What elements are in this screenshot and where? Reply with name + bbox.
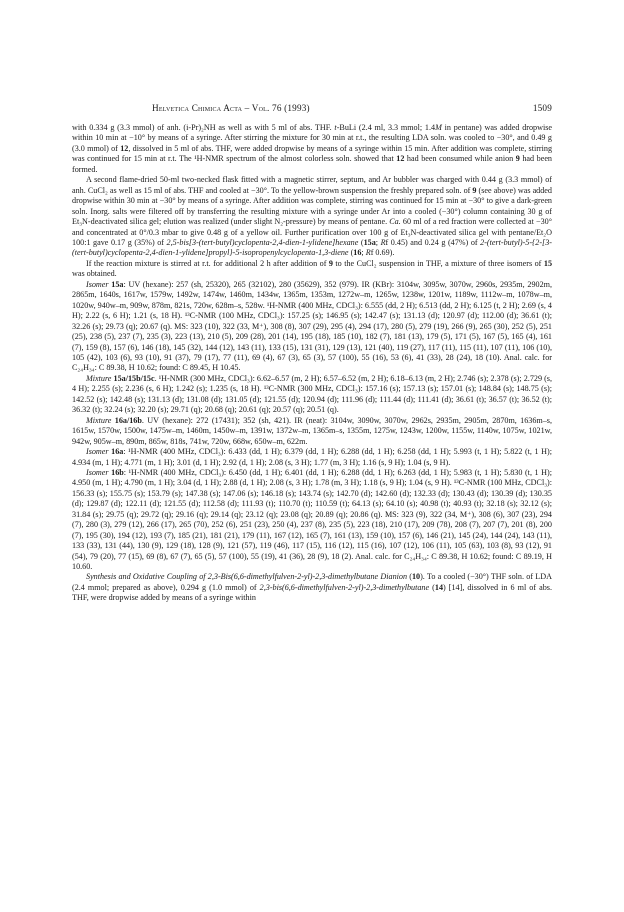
text-run: A second flame-dried 50-ml two-necked flask fitted with a magnetic stirrer, septum, and Ar bubbler was charged with 0.44 g (3.3 mmol) of anh. CuCl₂ as well as 15 ml of abs. THF and cooled at −30°. To the yellow-brown suspension the freshly prepared soln. of xyxy=(72,175,552,195)
text-run: 9 xyxy=(328,258,333,268)
running-header xyxy=(72,103,552,117)
text-run: with 0.334 g (3.3 mmol) of anh. (i-Pr)₂NH as well as with 5 ml of abs. THF. xyxy=(72,123,335,132)
page-number: 1509 xyxy=(532,103,552,113)
text-run: . UV (hexane): 272 (17431); 352 (sh, 421). IR (neat): 3104w, 3090w, 3070w, 2962s, 2935m, 2905m, 2870m, 1636m–s, 1615w, 1570w, 1500w, 1475w–m, 1460m, 1450w–m, 1391w, 1372w–m, 1365m–s, 1355m, 1275w, 1243w, 1200w, 1155w, 1140w, 1075w, 1021w, 942w, 905w–m, 890m, 865w, 818s, 741w, 720w, 668w, 650w–m, 622m. xyxy=(72,415,553,446)
text-run: 2,5-bis[3-(tert-butyl)cyclopenta-2,4-dien-1-ylidene]hexane xyxy=(166,237,359,247)
text-run: 60 ml of a red fraction were collected at −30° and concentrated at 0°/0.3 mbar to give 0.48 g of a yellow oil. Further purification over 100 g of Et₃N-deactivated silica gel with pentane/Et₂O 100:1 gave 0.17 g (35%) of xyxy=(72,217,552,247)
text-run: f 0.69). xyxy=(370,248,395,258)
paragraph xyxy=(72,123,552,175)
text-run: , dissolved in 5 ml of abs. THF, were added dropwise by means of a syringe within 15 min. After addition was complete, stirring was continued for 15 min at r.t. The ¹H-NMR spectrum of the almost colorless soln. showed that xyxy=(72,143,553,164)
text-run: in pentane) was added dropwise within 10 min at −10° by means of a syringe. After stirring the mixture for 30 min at r.t., the resulting LDA soln. was cooled to −30°, and 0.49 g (3.0 mmol) of xyxy=(72,123,552,153)
text-run: : UV (hexane): 257 (sh, 25320), 265 (32102), 280 (35629), 352 (979). IR (KBr): 3104w, 3095w, 3070w, 2960s, 2935m, 2902m, 2865m, 1640s, 1617w, 1579w, 1492w, 1474w, 1460m, 1434w, 1365m, 1353m, 1272w–m, 1265w, 1238w, 1201w, 1189w, 1112w–m, 1078w–m, 1020w, 940w–m, 909w, 878m, 821s, 720w, 628m–s, 528w. ¹H-NMR (400 MHz, CDCl₃): 6.555 (dd, 2 H); 6.513 (dd, 2 H); 6.125 (t, 2 H); 2.69 (s, 4 H); 2.22 (s, 6 H); 1.21 (s, 18 H). ¹³C-NMR (100 MHz, CDCl₃): 157.25 (s); 146.95 (s); 142.47 (s); 131.13 (d); 120.97 (d); 112.00 (d); 36.61 (t); 32.26 (s); 29.73 (q); 20.67 (q). MS: 323 (10), 322 (33, M⁺), 308 (8), 307 (29), 295 (4), 294 (17), 280 (5), 279 (19), 266 (9), 265 (30), 252 (5), 251 (25), 238 (5), 237 (7), 235 (3), 223 (13), 210 (5), 209 (28), 201 (14), 195 (18), 185 (10), 182 (7), 181 (13), 179 (5), 171 (5), 167 (5), 165 (4), 161 (7), 159 (8), 157 (6), 146 (18), 145 (32), 144 (12), 143 (11), 133 (15), 131 (31), 129 (13), 121 (40), 119 (27), 117 (11), 115 (11), 107 (11), 106 (10), 105 (42), 103 (6), 93 (10), 91 (37), 79 (17), 77 (11), 69 (4), 67 (3), 65 (3), 57 (100), 55 (16), 53 (6), 41 (33), 28 (24), 18 (10). Anal. calc. for C₂₄H₃₄: C 89.38, H 10.62; found: C 89.45, H 10.45. xyxy=(72,279,552,373)
text-run: -BuLi (2.4 ml, 3.3 mmol; 1.4 xyxy=(336,123,436,132)
paragraph xyxy=(72,416,552,447)
text-run: ( xyxy=(429,582,435,592)
text-run: 15 xyxy=(543,258,552,268)
text-run: 16 xyxy=(353,248,362,258)
paragraph xyxy=(72,572,552,603)
paragraph xyxy=(72,374,552,416)
text-run: ). To a cooled (−30°) THF soln. of LDA (2.4 mmol; prepared as above), 0.294 g (1.0 mmol) of xyxy=(72,572,552,592)
paragraph xyxy=(72,259,552,280)
text-run: Mixture xyxy=(86,415,115,425)
text-run: ; xyxy=(361,248,366,258)
text-run: 12 xyxy=(396,154,405,164)
text-run: 9 xyxy=(515,154,520,164)
text-run: ; xyxy=(375,237,381,247)
text-run: (see above) was added dropwise within 30 min at −30° by means of a syringe. After addition was complete, stirring was continued for 15 min at −30° to give a dark-green soln. Inorg. salts were filtered off by transferring the resulting mixture with a syringe under Ar into a cooled (−30°) column containing 30 g of Et₃N-deactivated silica gel; elution was realized (under slight N₂-pressure) by means of pentane. xyxy=(72,185,552,227)
text-run: Mixture xyxy=(86,373,114,383)
text-run: 16a xyxy=(111,447,124,457)
text-run: to the CuCl₂ suspension in THF, a mixture of three isomers of xyxy=(332,258,544,268)
text-run: : ¹H-NMR (400 MHz, CDCl₃): 6.433 (dd, 1 H); 6.379 (dd, 1 H); 6.288 (dd, 1 H); 6.258 (dd, 1 H); 5.993 (t, 1 H); 5.822 (t, 1 H); 4.934 (m, 1 H); 4.771 (m, 1 H); 3.01 (d, 1 H); 2.92 (d, 1 H); 2.08 (s, 3 H); 1.77 (m, 3 H); 1.16 (s, 9 H); 1.04 (s, 9 H). xyxy=(72,447,552,467)
text-run: 2-(tert-butyl)-5-{2-[3-(tert-butyl)cyclopenta-2,4-dien-1-ylidene]propyl}-5-isopropenylcyclopenta-1,3-diene xyxy=(72,237,552,258)
text-run: Synthesis and Oxidative Coupling of 2,3-Bis(6,6-dimethylfulven-2-yl)-2,3-dimethylbutane Dianion xyxy=(86,572,408,582)
text-run: 10 xyxy=(411,572,421,582)
text-run: ( xyxy=(348,248,354,258)
paragraph xyxy=(72,447,552,468)
text-run: Isomer xyxy=(86,447,112,457)
text-run: Isomer xyxy=(86,467,112,477)
text-run: Ca. xyxy=(389,217,401,227)
text-run: 12 xyxy=(120,143,129,153)
text-run: 15a xyxy=(363,237,376,247)
paragraph xyxy=(72,468,552,573)
text-run: If the reaction mixture is stirred at r.t. for additional 2 h after addition of xyxy=(86,258,329,268)
text-run: . ¹H-NMR (300 MHz, CDCl₃): 6.62–6.57 (m, 2 H); 6.57–6.52 (m, 2 H); 6.18–6.13 (m, 2 H); 2.746 (s); 2.378 (s); 2.729 (s, 4 H); 2.255 (s); 2.236 (s, 6 H); 1.242 (s); 1.235 (s, 18 H). ¹³C-NMR (300 MHz, CDCl₃): 157.16 (s); 157.13 (s); 157.01 (s); 148.84 (s); 148.75 (s); 142.52 (s); 142.48 (s); 131.13 (d); 131.08 (d); 131.05 (d); 121.55 (d); 120.94 (d); 111.96 (d); 111.44 (d); 111.41 (d); 36.61 (t); 36.57 (t); 36.52 (t); 36.32 (t); 32.24 (s); 32.20 (s); 29.71 (q); 20.68 (q); 20.61 (q); 20.57 (q); 20.51 (q). xyxy=(72,373,552,415)
text-run: was obtained. xyxy=(72,269,117,279)
text-run: 16a/16b xyxy=(114,415,142,425)
text-run: ) [14], dissolved in 6 ml of abs. THF, were dropwise added by means of a syringe within xyxy=(72,582,552,603)
text-run: had been consumed while anion xyxy=(404,154,516,164)
text-run: R xyxy=(380,237,386,247)
text-run: 15a xyxy=(111,279,124,289)
text-run: f 0.45) and 0.24 g (47%) of xyxy=(385,237,481,247)
paragraph xyxy=(72,280,552,374)
text-run: ( xyxy=(358,237,364,247)
text-run: 15a/15b/15c xyxy=(113,373,155,383)
text-run: M xyxy=(435,123,442,132)
text-run: : ¹H-NMR (400 MHz, CDCl₃): 6.450 (dd, 1 H); 6.401 (dd, 1 H); 6.288 (dd, 1 H); 6.263 (dd, 1 H); 5.983 (t, 1 H); 5.830 (t, 1 H); 4.950 (m, 1 H); 4.790 (m, 1 H); 3.04 (d, 1 H); 2.88 (d, 1 H); 2.08 (s, 3 H); 1.78 (m, 3 H); 1.18 (s, 9 H); 1.04 (s, 9 H). ¹³C-NMR (100 MHz, CDCl₃): 156.33 (s); 155.75 (s); 153.79 (s); 147.38 (s); 147.06 (s); 146.18 (s); 143.74 (s); 142.70 (d); 142.60 (d); 132.33 (d); 130.43 (d); 130.39 (d); 130.35 (d); 129.87 (d); 122.11 (d); 121.55 (d); 112.58 (d); 111.93 (t); 110.70 (t); 110.59 (t); 64.13 (s); 64.10 (s); 40.98 (t); 40.93 (t); 32.18 (s); 32.12 (s); 31.84 (s); 29.75 (q); 29.72 (q); 29.16 (q); 29.14 (q); 23.12 (q); 23.08 (q); 20.89 (q); 20.86 (q). MS: 323 (9), 322 (34, M⁺), 308 (6), 307 (23), 294 (7), 280 (3), 279 (12), 266 (17), 265 (70), 252 (6), 251 (23), 250 (4), 237 (8), 235 (5), 223 (18), 210 (17), 209 (78), 208 (7), 207 (7), 201 (8), 200 (7), 195 (30), 194 (12), 193 (7), 185 (21), 181 (21), 179 (11), 167 (12), 165 (7), 161 (13), 159 (10), 157 (6), 146 (21), 145 (24), 144 (24), 143 (11), 133 (33), 131 (44), 130 (9), 129 (18), 128 (9), 121 (57), 119 (46), 117 (15), 116 (12), 115 (16), 107 (12), 106 (11), 105 (63), 103 (8), 93 (12), 91 (54), 79 (20), 77 (15), 69 (8), 67 (7), 65 (5), 57 (100), 55 (19), 41 (36), 28 (9), 18 (2). Anal. calc. for C₂₄H₃₄: C 89.38, H 10.62; found: C 89.19, H 10.60. xyxy=(72,467,552,572)
text-run: ( xyxy=(407,572,412,582)
text-run: 2,3-bis(6,6-dimethylfulven-2-yl)-2,3-dimethylbutane xyxy=(259,582,430,592)
journal-title: Helvetica Chimica Acta – Vol. 76 (1993) xyxy=(152,103,310,113)
text-run: t xyxy=(334,123,337,132)
body-text xyxy=(72,123,552,604)
text-run: 9 xyxy=(472,185,477,195)
text-run: 14 xyxy=(434,582,444,592)
text-run: R xyxy=(365,248,371,258)
text-run: 16b xyxy=(111,467,124,477)
text-run: Isomer xyxy=(86,279,112,289)
text-run: had been formed. xyxy=(72,154,552,174)
paragraph xyxy=(72,175,552,259)
